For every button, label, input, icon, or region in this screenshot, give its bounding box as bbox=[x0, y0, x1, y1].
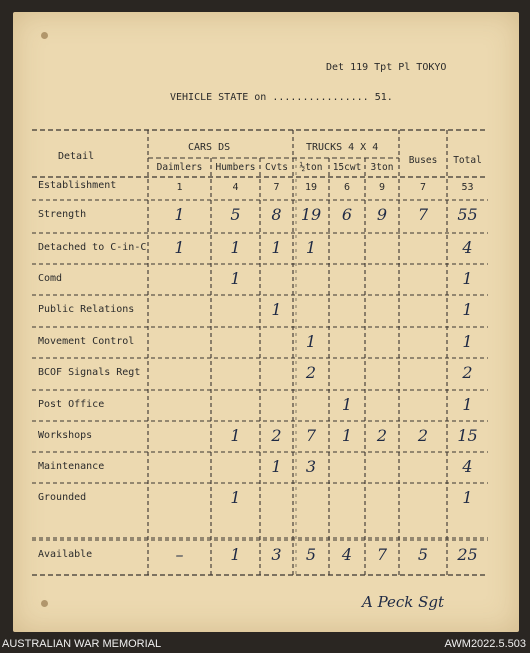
table-cell: 4 bbox=[462, 238, 473, 257]
table-cell: 4 bbox=[462, 457, 473, 476]
table-cell: 1 bbox=[271, 300, 282, 319]
table-cell: 4 bbox=[341, 545, 353, 564]
table-cell: 6 bbox=[343, 182, 351, 193]
table-cell: 15 bbox=[457, 426, 478, 445]
table-cell: 1 bbox=[305, 332, 317, 351]
table-cell: 5 bbox=[305, 545, 317, 564]
table-cell: 8 bbox=[271, 205, 282, 224]
table-cell: 55 bbox=[457, 205, 478, 224]
table-cell: 1 bbox=[462, 395, 473, 414]
table-cell: 1 bbox=[462, 488, 473, 507]
table-cell: 2 bbox=[462, 363, 473, 382]
table-cell: 1 bbox=[305, 238, 317, 257]
signature: A Peck Sgt bbox=[362, 593, 445, 611]
table-cell: 7 bbox=[417, 205, 429, 224]
footer-accession-number: AWM2022.5.503 bbox=[444, 638, 526, 650]
detail-column-header: Detail bbox=[58, 151, 95, 162]
table-cell: 53 bbox=[461, 182, 474, 193]
row-label: Establishment bbox=[38, 180, 117, 191]
table-cell: 25 bbox=[457, 545, 478, 564]
table-cell: 1 bbox=[271, 238, 282, 257]
table-cell: 1 bbox=[462, 300, 473, 319]
row-label: Comd bbox=[38, 273, 63, 284]
table-cell: 1 bbox=[462, 269, 473, 288]
table-cell: 1 bbox=[462, 332, 473, 351]
unit-heading: Det 119 Tpt Pl TOKYO bbox=[326, 62, 447, 73]
column-header: ½ton bbox=[299, 162, 323, 173]
row-label: Movement Control bbox=[38, 336, 135, 347]
column-header: Total bbox=[453, 155, 482, 166]
table-cell: 1 bbox=[230, 488, 241, 507]
column-header: 15cwt bbox=[332, 162, 362, 173]
row-label: Strength bbox=[38, 209, 87, 220]
row-label: Workshops bbox=[38, 430, 93, 441]
table-cell: 9 bbox=[376, 205, 388, 224]
table-cell: 9 bbox=[378, 182, 386, 193]
footer-credit: AUSTRALIAN WAR MEMORIAL bbox=[2, 638, 162, 650]
table-cell: 2 bbox=[417, 426, 429, 445]
table-cell: 7 bbox=[273, 182, 280, 193]
table-cell: 1 bbox=[174, 238, 185, 257]
table-cell: 1 bbox=[341, 395, 353, 414]
table-cell: 1 bbox=[176, 182, 183, 193]
table-cell: 1 bbox=[341, 426, 353, 445]
table-cell: 19 bbox=[300, 205, 322, 224]
table-cell: 3 bbox=[305, 457, 317, 476]
table-cell: 3 bbox=[271, 545, 282, 564]
table-cell: 4 bbox=[232, 182, 239, 193]
column-header: Humbers bbox=[215, 162, 256, 173]
column-header: 3ton bbox=[370, 162, 394, 173]
table-cell: 2 bbox=[376, 426, 388, 445]
table-cell: 2 bbox=[271, 426, 282, 445]
table-cell: 1 bbox=[230, 269, 241, 288]
table-cell: 5 bbox=[417, 545, 429, 564]
table-cell: 1 bbox=[271, 457, 282, 476]
column-header: Cvts bbox=[265, 162, 288, 173]
table-cell: 6 bbox=[341, 205, 353, 224]
cars-group-header: CARS DS bbox=[188, 142, 231, 153]
row-label: Public Relations bbox=[38, 304, 135, 315]
row-label: BCOF Signals Regt bbox=[38, 367, 141, 378]
table-cell: 1 bbox=[174, 205, 185, 224]
trucks-group-header: TRUCKS 4 X 4 bbox=[306, 142, 379, 153]
column-header: Daimlers bbox=[156, 162, 203, 173]
table-cell: – bbox=[175, 545, 184, 564]
table-cell: 5 bbox=[230, 205, 241, 224]
document-title: VEHICLE STATE on ................ 51. bbox=[170, 92, 393, 103]
column-header: Buses bbox=[408, 155, 438, 166]
row-label: Available bbox=[38, 549, 93, 560]
row-label: Detached to C-in-C bbox=[38, 242, 147, 253]
table-cell: 7 bbox=[305, 426, 317, 445]
row-label: Maintenance bbox=[38, 461, 105, 472]
table-cell: 2 bbox=[305, 363, 317, 382]
table-cell: 19 bbox=[304, 182, 318, 193]
table-cell: 1 bbox=[230, 545, 241, 564]
row-label: Post Office bbox=[38, 399, 105, 410]
table-cell: 1 bbox=[230, 238, 241, 257]
table-cell: 7 bbox=[376, 545, 388, 564]
table-cell: 7 bbox=[419, 182, 427, 193]
table-cell: 1 bbox=[230, 426, 241, 445]
row-label: Grounded bbox=[38, 492, 87, 503]
